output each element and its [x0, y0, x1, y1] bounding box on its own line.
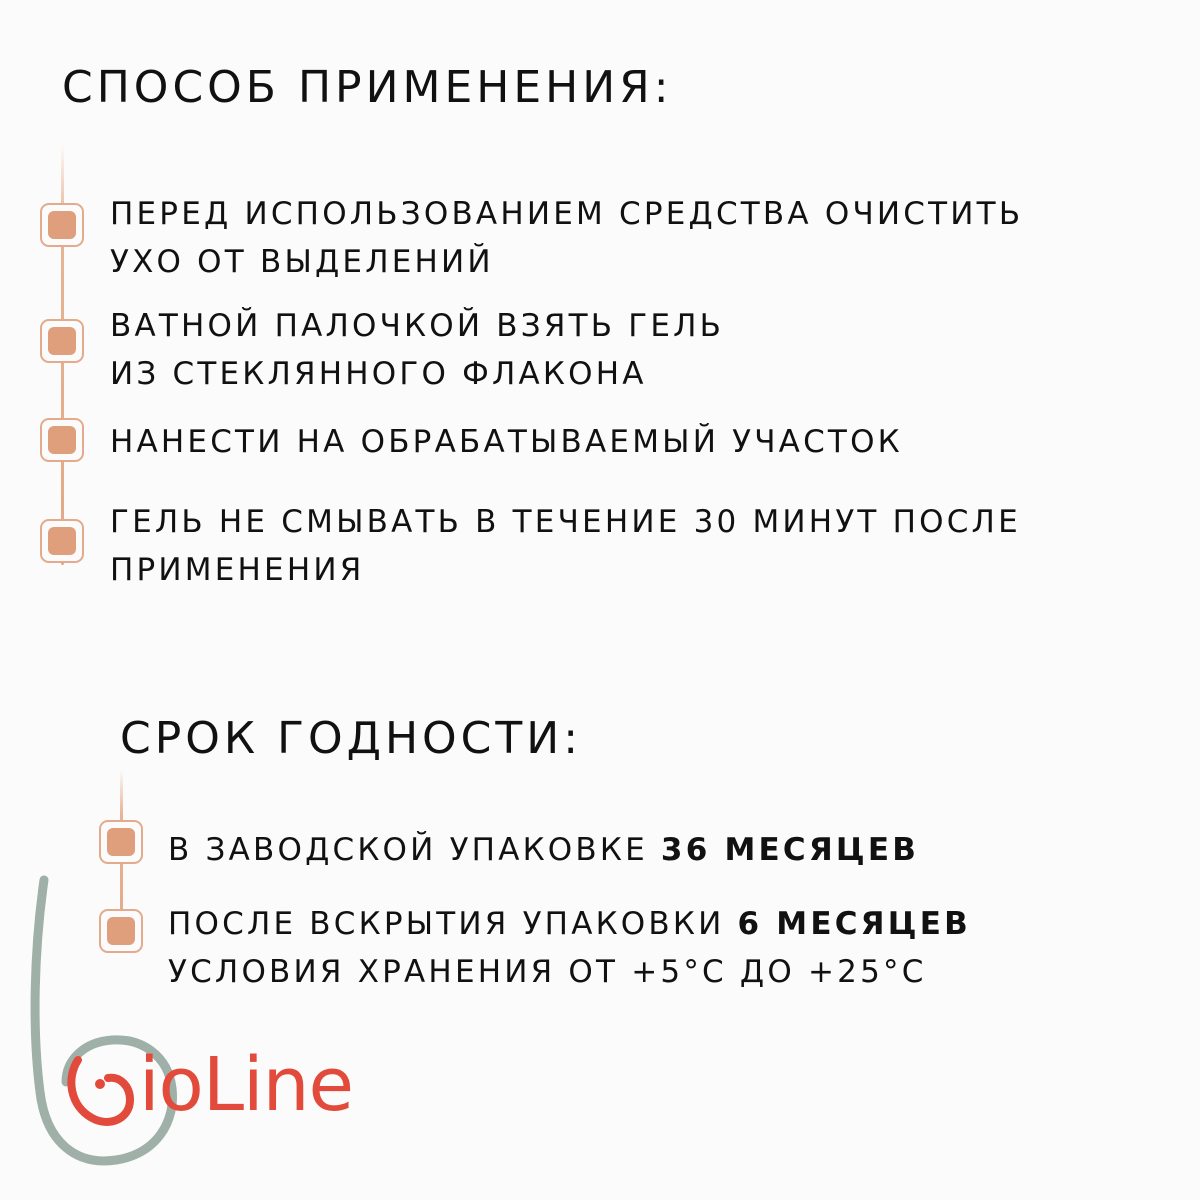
usage-step-2	[110, 302, 724, 398]
step-2-bullet-icon	[40, 319, 84, 363]
bioline-logo-icon	[20, 860, 400, 1180]
usage-step-1-line-1: ПЕРЕД ИСПОЛЬЗОВАНИЕМ СРЕДСТВА ОЧИСТИТЬ	[110, 196, 1024, 232]
usage-step-1	[110, 190, 1023, 286]
usage-step-2-line-2: ИЗ СТЕКЛЯННОГО ФЛАКОНА	[110, 356, 647, 392]
shelf-life-section-title: СРОК ГОДНОСТИ:	[120, 713, 583, 764]
step-1-bullet-icon	[40, 203, 84, 247]
usage-step-2-line-1: ВАТНОЙ ПАЛОЧКОЙ ВЗЯТЬ ГЕЛЬ	[110, 308, 725, 344]
usage-step-3-line-1: НАНЕСТИ НА ОБРАБАТЫВАЕМЫЙ УЧАСТОК	[110, 424, 903, 460]
usage-section-title: СПОСОБ ПРИМЕНЕНИЯ:	[62, 62, 673, 113]
usage-step-4-line-1: ГЕЛЬ НЕ СМЫВАТЬ В ТЕЧЕНИЕ 30 МИНУТ ПОСЛЕ	[110, 504, 1021, 540]
step-4-bullet-icon	[40, 519, 84, 563]
usage-step-4-line-2: ПРИМЕНЕНИЯ	[110, 552, 365, 588]
shelf-life-factory-value: 36 МЕСЯЦЕВ	[660, 832, 920, 868]
step-3-bullet-icon	[40, 418, 84, 462]
usage-step-4	[110, 498, 1021, 594]
usage-step-1-line-2: УХО ОТ ВЫДЕЛЕНИЙ	[110, 244, 494, 280]
shelf-life-opened-text: ПОСЛЕ ВСКРЫТИЯ УПАКОВКИ	[168, 906, 738, 942]
shelf-1-bullet-icon	[99, 820, 143, 864]
shelf-life-opened-value: 6 МЕСЯЦЕВ	[737, 906, 971, 942]
usage-step-3	[110, 418, 903, 466]
shelf-life-factory-text: В ЗАВОДСКОЙ УПАКОВКЕ	[168, 832, 661, 868]
storage-conditions: УСЛОВИЯ ХРАНЕНИЯ ОТ +5°С ДО +25°С	[168, 954, 927, 990]
logo-wordmark: ioLine	[139, 1042, 354, 1128]
